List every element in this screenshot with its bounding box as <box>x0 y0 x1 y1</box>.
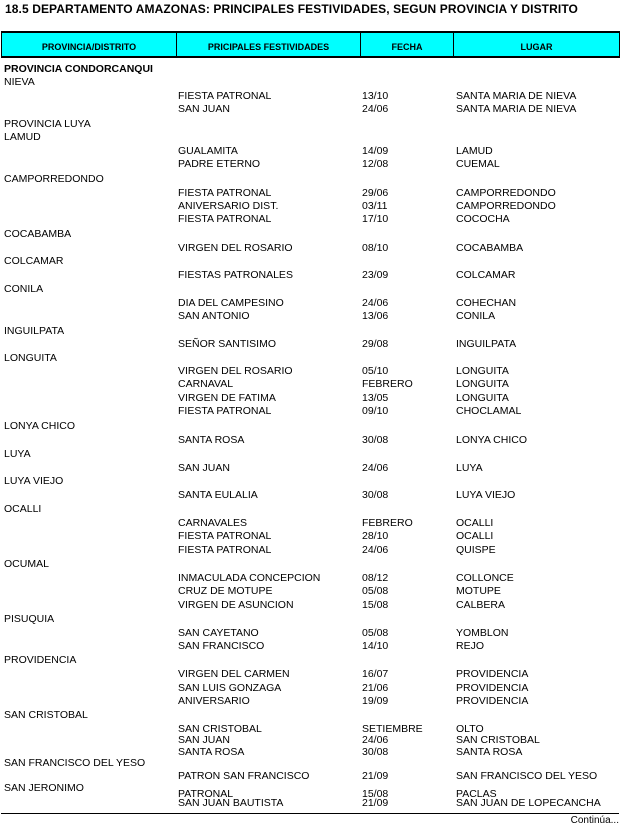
festividad-cell: CARNAVALES <box>178 517 248 529</box>
fecha-cell: 21/06 <box>362 682 389 694</box>
festividad-cell: PADRE ETERNO <box>178 158 261 170</box>
lugar-cell: LONGUITA <box>456 392 509 404</box>
festividad-cell: GUALAMITA <box>178 145 238 157</box>
table-header <box>1 31 620 58</box>
fecha-cell: 23/09 <box>362 269 389 281</box>
distrito-cell: SAN JERONIMO <box>4 782 84 794</box>
fecha-cell: 24/06 <box>362 297 389 309</box>
distrito-cell: PROVIDENCIA <box>4 654 77 666</box>
festividad-cell: FIESTA PATRONAL <box>178 213 272 225</box>
column-header-lugar: LUGAR <box>454 33 620 56</box>
distrito-row <box>0 613 621 626</box>
fecha-cell: 16/07 <box>362 668 389 680</box>
lugar-cell: CUEMAL <box>456 158 500 170</box>
festividad-cell: VIRGEN DEL ROSARIO <box>178 365 293 377</box>
fecha-cell: 13/05 <box>362 392 389 404</box>
distrito-row <box>0 118 621 131</box>
table-row <box>0 338 621 351</box>
fecha-cell: 03/11 <box>362 200 388 212</box>
lugar-cell: CAMPORREDONDO <box>456 187 556 199</box>
festividad-cell: SAN JUAN <box>178 462 230 474</box>
table-row <box>0 405 621 418</box>
festividad-cell: FIESTA PATRONAL <box>178 544 272 556</box>
distrito-cell: OCUMAL <box>4 558 49 570</box>
fecha-cell: 24/06 <box>362 544 389 556</box>
fecha-cell: 21/09 <box>362 797 389 809</box>
distrito-cell: NIEVA <box>4 76 35 88</box>
table-row <box>0 297 621 310</box>
lugar-cell: QUISPE <box>456 544 496 556</box>
distrito-row <box>0 352 621 365</box>
distrito-row <box>0 448 621 461</box>
table-row <box>0 145 621 158</box>
lugar-cell: PROVIDENCIA <box>456 668 529 680</box>
table-row <box>0 434 621 447</box>
lugar-cell: LONGUITA <box>456 378 509 390</box>
fecha-cell: 29/06 <box>362 187 389 199</box>
lugar-cell: PACLAS <box>456 788 497 800</box>
distrito-cell: COLCAMAR <box>4 255 64 267</box>
festividad-cell: FIESTA PATRONAL <box>178 530 272 542</box>
festividad-cell: INMACULADA CONCEPCION <box>178 572 321 584</box>
festividad-cell: VIRGEN DEL CARMEN <box>178 668 290 680</box>
distrito-row <box>0 131 621 144</box>
lugar-cell: INGUILPATA <box>456 338 517 350</box>
table-row <box>0 242 621 255</box>
festividad-cell: CARNAVAL <box>178 378 234 390</box>
festividad-cell: SAN JUAN BAUTISTA <box>178 797 284 809</box>
fecha-cell: 24/06 <box>362 734 389 746</box>
table-row <box>0 530 621 543</box>
table-row <box>0 489 621 502</box>
fecha-cell: 08/10 <box>362 242 389 254</box>
lugar-cell: CHOCLAMAL <box>456 405 522 417</box>
fecha-cell: 15/08 <box>362 788 389 800</box>
lugar-cell: OCALLI <box>456 530 494 542</box>
lugar-cell: CALBERA <box>456 599 506 611</box>
table-row <box>0 544 621 557</box>
lugar-cell: COHECHAN <box>456 297 517 309</box>
distrito-row <box>0 654 621 667</box>
lugar-cell: MOTUPE <box>456 585 501 597</box>
distrito-cell: LUYA VIEJO <box>4 475 64 487</box>
fecha-cell: 14/09 <box>362 145 389 157</box>
fecha-cell: FEBRERO <box>362 378 413 390</box>
table-row <box>0 269 621 282</box>
lugar-cell: LONGUITA <box>456 365 509 377</box>
table-row <box>0 640 621 653</box>
festividad-cell: FIESTA PATRONAL <box>178 90 272 102</box>
fecha-cell: 13/06 <box>362 310 389 322</box>
fecha-cell: 29/08 <box>362 338 389 350</box>
lugar-cell: YOMBLON <box>456 627 509 639</box>
table-row <box>0 213 621 226</box>
lugar-cell: SANTA MARIA DE NIEVA <box>456 90 577 102</box>
distrito-cell: SAN FRANCISCO DEL YESO <box>4 757 146 769</box>
table-row <box>0 585 621 598</box>
distrito-cell: CAMPORREDONDO <box>4 173 104 185</box>
festividad-cell: PATRON SAN FRANCISCO <box>178 770 310 782</box>
festividad-cell: ANIVERSARIO <box>178 695 250 707</box>
festividad-cell: SEÑOR SANTISIMO <box>178 338 277 350</box>
distrito-cell: CONILA <box>4 283 44 295</box>
festividad-cell: SAN JUAN <box>178 103 230 115</box>
festividad-cell: SANTA ROSA <box>178 434 245 446</box>
table-row <box>0 365 621 378</box>
column-header-festividades: PRICIPALES FESTIVIDADES <box>177 33 361 56</box>
festividad-cell: PATRONAL <box>178 788 234 800</box>
table-row <box>0 392 621 405</box>
lugar-cell: LAMUD <box>456 145 493 157</box>
festividad-cell: SAN CAYETANO <box>178 627 259 639</box>
distrito-cell: LAMUD <box>4 131 41 143</box>
fecha-cell: 19/09 <box>362 695 389 707</box>
table-row <box>0 158 621 171</box>
table-row <box>0 517 621 530</box>
lugar-cell: CAMPORREDONDO <box>456 200 556 212</box>
festividad-cell: VIRGEN DEL ROSARIO <box>178 242 293 254</box>
page-title: 18.5 DEPARTAMENTO AMAZONAS: PRINCIPALES FESTIVIDADES, SEGUN PROVINCIA Y DISTRITO <box>5 2 578 16</box>
table-row <box>0 90 621 103</box>
festividad-cell: ANIVERSARIO DIST. <box>178 200 279 212</box>
lugar-cell: OCALLI <box>456 517 494 529</box>
column-header-fecha: FECHA <box>361 33 454 56</box>
lugar-cell: OLTO <box>456 723 484 735</box>
distrito-row <box>0 757 621 770</box>
column-header-provincia: PROVINCIA/DISTRITO <box>1 33 177 56</box>
fecha-cell: 24/06 <box>362 462 389 474</box>
lugar-cell: COCOCHA <box>456 213 510 225</box>
lugar-cell: REJO <box>456 640 485 652</box>
fecha-cell: 21/09 <box>362 770 389 782</box>
lugar-cell: LONYA CHICO <box>456 434 527 446</box>
lugar-cell: COLCAMAR <box>456 269 516 281</box>
festividad-cell: FIESTA PATRONAL <box>178 187 272 199</box>
distrito-row <box>0 76 621 89</box>
festividad-cell: CRUZ DE MOTUPE <box>178 585 273 597</box>
fecha-cell: 15/08 <box>362 599 389 611</box>
festividad-cell: SAN LUIS GONZAGA <box>178 682 282 694</box>
fecha-cell: 30/08 <box>362 434 389 446</box>
fecha-cell: 05/08 <box>362 585 389 597</box>
festividad-cell: DIA DEL CAMPESINO <box>178 297 284 309</box>
table-row <box>0 310 621 323</box>
table-row <box>0 572 621 585</box>
distrito-row <box>0 283 621 296</box>
continua-note: Continúa... <box>570 815 619 826</box>
lugar-cell: PROVIDENCIA <box>456 682 529 694</box>
distrito-row <box>0 709 621 722</box>
fecha-cell: 05/08 <box>362 627 389 639</box>
table-row <box>0 668 621 681</box>
distrito-row <box>0 558 621 571</box>
distrito-row <box>0 173 621 186</box>
festividad-cell: SAN JUAN <box>178 734 230 746</box>
distrito-row <box>0 420 621 433</box>
distrito-cell: LONGUITA <box>4 352 57 364</box>
lugar-cell: LUYA <box>456 462 483 474</box>
distrito-cell: COCABAMBA <box>4 228 72 240</box>
distrito-cell: SAN CRISTOBAL <box>4 709 88 721</box>
festividad-cell: VIRGEN DE FATIMA <box>178 392 276 404</box>
distrito-row <box>0 255 621 268</box>
distrito-cell: INGUILPATA <box>4 325 65 337</box>
distrito-cell: PISUQUIA <box>4 613 55 625</box>
table-row <box>0 627 621 640</box>
fecha-cell: 13/10 <box>362 90 389 102</box>
distrito-row <box>0 325 621 338</box>
table-row <box>0 200 621 213</box>
festividad-cell: SANTA EULALIA <box>178 489 258 501</box>
fecha-cell: 28/10 <box>362 530 389 542</box>
distrito-cell: OCALLI <box>4 503 42 515</box>
fecha-cell: 17/10 <box>362 213 389 225</box>
lugar-cell: SAN CRISTOBAL <box>456 734 540 746</box>
lugar-cell: SAN FRANCISCO DEL YESO <box>456 770 598 782</box>
provincia-cell: PROVINCIA CONDORCANQUI <box>4 63 153 75</box>
fecha-cell: 24/06 <box>362 103 389 115</box>
table-row <box>0 599 621 612</box>
table-row <box>0 695 621 708</box>
lugar-cell: COCABAMBA <box>456 242 524 254</box>
fecha-cell: 05/10 <box>362 365 389 377</box>
table-row <box>0 187 621 200</box>
fecha-cell: 30/08 <box>362 489 389 501</box>
distrito-row <box>0 228 621 241</box>
lugar-cell: SAN JUAN DE LOPECANCHA <box>456 797 601 809</box>
distrito-row <box>0 475 621 488</box>
table-bottom-rule <box>1 813 619 814</box>
table-row <box>0 462 621 475</box>
fecha-cell: 30/08 <box>362 746 389 758</box>
distrito-cell: LUYA <box>4 448 31 460</box>
fecha-cell: 12/08 <box>362 158 389 170</box>
provincia-row <box>0 63 621 76</box>
table-row <box>0 378 621 391</box>
table-row <box>0 797 621 810</box>
festividad-cell: SAN ANTONIO <box>178 310 250 322</box>
table-row <box>0 682 621 695</box>
fecha-cell: 08/12 <box>362 572 389 584</box>
festividad-cell: FIESTA PATRONAL <box>178 405 272 417</box>
festividad-cell: SAN CRISTOBAL <box>178 723 262 735</box>
festividad-cell: SANTA ROSA <box>178 746 245 758</box>
lugar-cell: PROVIDENCIA <box>456 695 529 707</box>
fecha-cell: 09/10 <box>362 405 389 417</box>
lugar-cell: COLLONCE <box>456 572 514 584</box>
fecha-cell: FEBRERO <box>362 517 413 529</box>
lugar-cell: CONILA <box>456 310 496 322</box>
lugar-cell: SANTA ROSA <box>456 746 523 758</box>
distrito-row <box>0 503 621 516</box>
distrito-cell: PROVINCIA LUYA <box>4 118 91 130</box>
fecha-cell: SETIEMBRE <box>362 723 423 735</box>
distrito-cell: LONYA CHICO <box>4 420 75 432</box>
festividad-cell: SAN FRANCISCO <box>178 640 265 652</box>
lugar-cell: SANTA MARIA DE NIEVA <box>456 103 577 115</box>
table-row <box>0 103 621 116</box>
festividad-cell: VIRGEN DE ASUNCION <box>178 599 294 611</box>
lugar-cell: LUYA VIEJO <box>456 489 516 501</box>
festividad-cell: FIESTAS PATRONALES <box>178 269 293 281</box>
fecha-cell: 14/10 <box>362 640 389 652</box>
